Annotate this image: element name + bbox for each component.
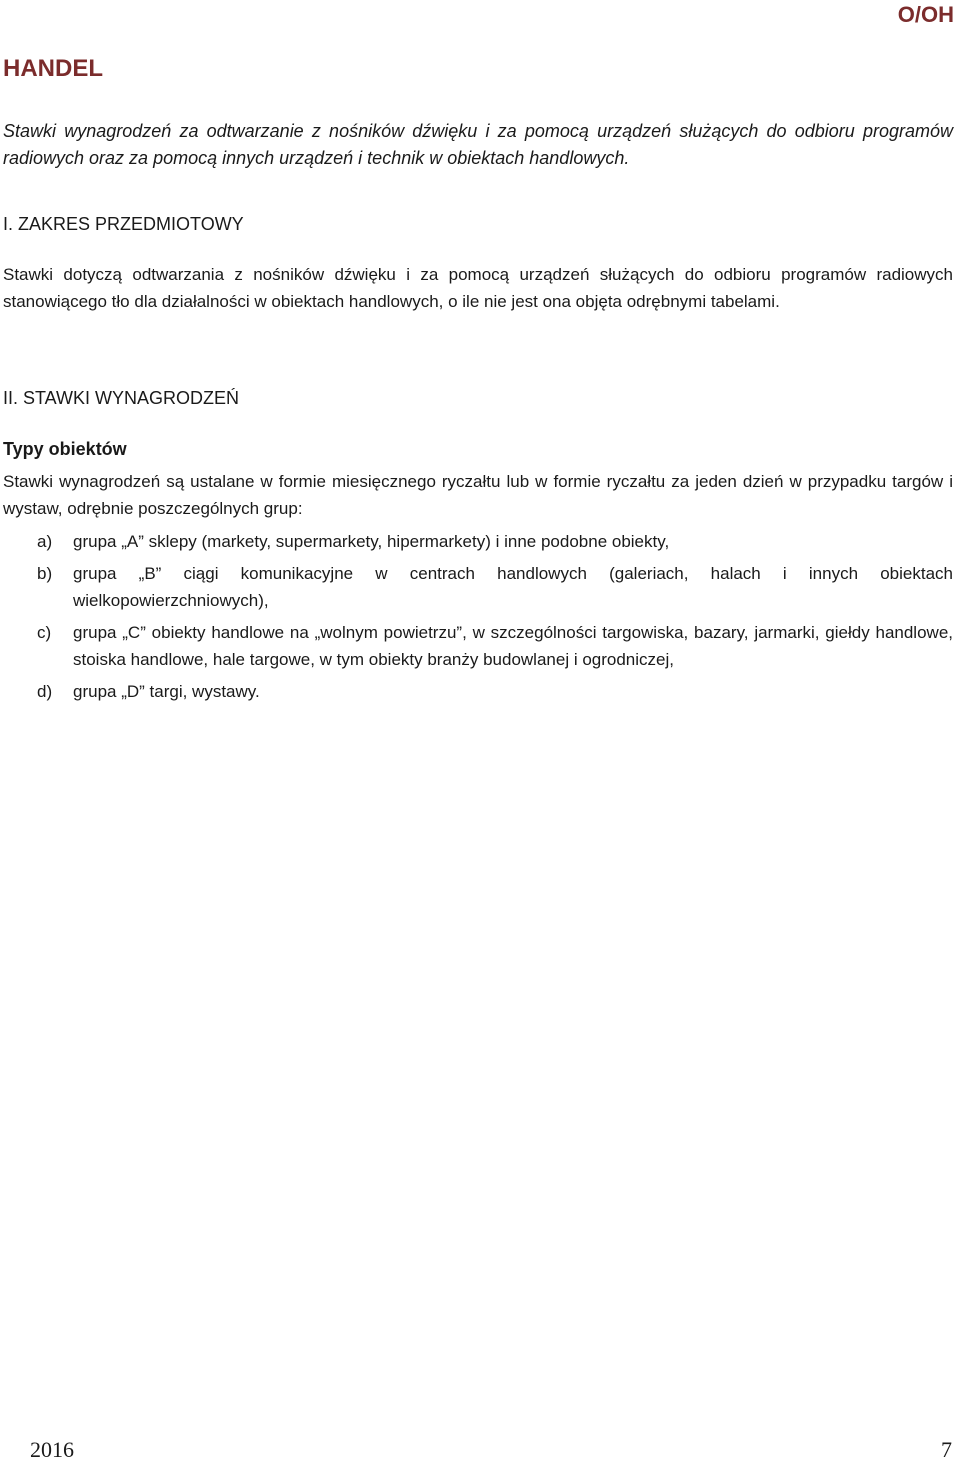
intro-paragraph: Stawki wynagrodzeń za odtwarzanie z nośników dźwięku i za pomocą urządzeń służących do odbioru programów radiowych oraz za pomocą innych urządzeń i technik w obiektach handlowych. [3,121,953,168]
rates-paragraph: Stawki wynagrodzeń są ustalane w formie miesięcznego ryczałtu lub w formie ryczałtu za jeden dzień w przypadku targów i wystaw, odrębnie poszczególnych grup: [3,472,953,518]
section-heading-rates: II. STAWKI WYNAGRODZEŃ [3,388,240,408]
list-marker: d) [37,682,53,701]
section-heading-scope: I. ZAKRES PRZEDMIOTOWY [3,214,244,234]
scope-paragraph: Stawki dotyczą odtwarzania z nośników dźwięku i za pomocą urządzeń służących do odbioru programów radiowych stanowiącego tło dla działalności w obiektach handlowych, o ile nie jest ona objęta odrębnymi tabelami. [3,265,953,311]
list-marker: c) [37,623,52,642]
list-item [0,560,953,614]
object-types-heading: Typy obiektów [3,439,127,459]
list-marker: b) [37,564,53,583]
list-item [0,528,953,555]
list-item-text: grupa „B” ciągi komunikacyjne w centrach handlowych (galeriach, halach i innych obiektach wielkopowierzchniowych), [73,564,953,610]
list-item-text: grupa „D” targi, wystawy. [73,682,260,701]
list-item-text: grupa „C” obiekty handlowe na „wolnym powietrzu”, w szczególności targowiska, bazary, jarmarki, giełdy handlowe, stoiska handlowe, hale targowe, w tym obiekty branży budowlanej i ogrodniczej, [73,623,953,669]
list-item-text: grupa „A” sklepy (markety, supermarkety, hipermarkety) i inne podobne obiekty, [73,532,670,551]
list-marker: a) [37,532,53,551]
page-number: 7 [941,1437,952,1462]
document-code: O/OH [897,2,954,27]
list-item [0,619,953,673]
footer-year: 2016 [30,1437,74,1462]
section-title: HANDEL [3,55,103,82]
object-groups-list [0,528,953,710]
list-item [0,678,953,705]
